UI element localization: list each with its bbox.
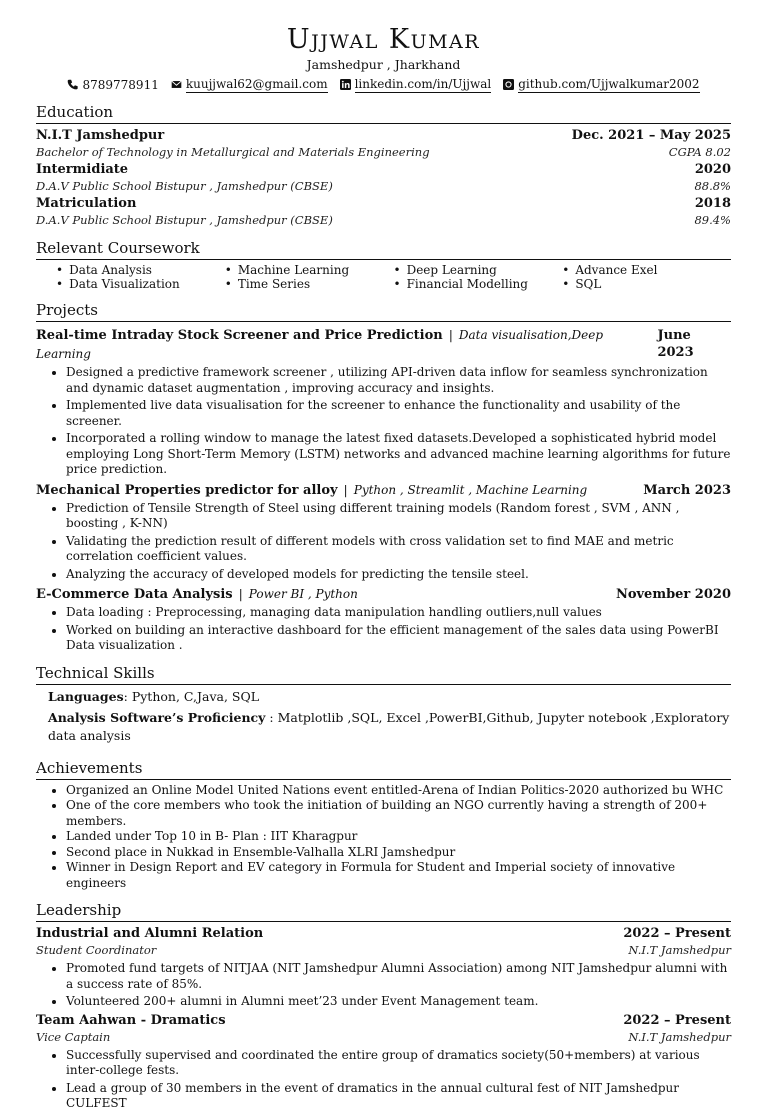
- leadership-bullet: • Successfully supervised and coordinated the entire group of dramatics society(50+members) at various inter-college fests.: [66, 1048, 731, 1079]
- contact-row: [36, 76, 731, 93]
- email-link[interactable]: kuujjwal62@gmail.com: [185, 77, 328, 91]
- phone-contact: [67, 76, 158, 93]
- software-value: : Matplotlib ,SQL, Excel ,PowerBI,Github, Jupyter notebook ,Exploratory data analysis: [48, 709, 730, 743]
- course-item: • Data Analysis: [56, 263, 225, 277]
- leadership-list: [36, 925, 731, 1112]
- leadership-bullet: • Promoted fund targets of NITJAA (NIT Jamshedpur Alumni Association) among NIT Jamshedpur alumni with a success rate of 85%.: [66, 961, 731, 992]
- coursework-list: [36, 263, 731, 291]
- coursework-section: [36, 239, 731, 291]
- education-date: 2020: [694, 162, 731, 177]
- leadership-date: 2022 – Present: [623, 1012, 731, 1028]
- course-item: • Advance Exel: [562, 263, 731, 277]
- course-item: • Data Visualization: [56, 277, 225, 291]
- project-header: [36, 480, 731, 499]
- project-tags: Data visualisation,Deep Learning: [36, 328, 604, 361]
- education-entry-header: [36, 127, 731, 144]
- school-name: N.I.T Jamshedpur: [36, 128, 165, 143]
- project-date: November 2020: [615, 587, 731, 602]
- software-label: Analysis Software’s Proficiency: [48, 709, 266, 725]
- achievement-item: • Winner in Design Report and EV category in Formula for Student and Imperial society of innovative engineers: [66, 860, 731, 891]
- achievements-heading: Achievements: [36, 759, 731, 780]
- project-title-group: [36, 325, 657, 363]
- achievement-item: • Organized an Online Model United Nations event entitled-Arena of Indian Politics-2020 authorized bu WHC: [66, 783, 731, 799]
- education-score: 88.8%: [694, 179, 731, 193]
- leadership-entry-detail: [36, 942, 731, 959]
- degree-name: D.A.V Public School Bistupur , Jamshedpur (CBSE): [36, 213, 333, 227]
- education-entry-header: [36, 195, 731, 212]
- resume-header: [36, 24, 731, 93]
- project-header: [36, 584, 731, 603]
- leadership-role: Vice Captain: [36, 1029, 111, 1044]
- email-contact[interactable]: [171, 76, 328, 93]
- github-link[interactable]: github.com/Ujjwalkumar2002: [518, 77, 700, 91]
- leadership-role: Student Coordinator: [36, 943, 157, 957]
- leadership-bullet: • Lead a group of 30 members in the event of dramatics in the annual cultural fest of NIT Jamshedpur CULFEST: [66, 1081, 731, 1112]
- project-bullet: • Incorporated a rolling window to manage the latest fixed datasets.Developed a sophisticated hybrid model employing Long Short-Term Memory (LSTM) networks and advanced machine learning algorithms for future price prediction.: [66, 431, 731, 478]
- education-list: [36, 127, 731, 229]
- leadership-entry-header: [36, 1012, 731, 1029]
- leadership-entry-header: [36, 925, 731, 942]
- languages-value: : Python, C,Java, SQL: [123, 688, 260, 704]
- leadership-bullet: • Volunteered 200+ alumni in Alumni meet’23 under Event Management team.: [66, 994, 731, 1010]
- course-item: • SQL: [562, 277, 731, 291]
- course-item: • Machine Learning: [225, 263, 394, 277]
- course-item: • Time Series: [225, 277, 394, 291]
- education-date: Dec. 2021 – May 2025: [571, 128, 731, 143]
- github-icon: [503, 79, 514, 90]
- degree-name: D.A.V Public School Bistupur , Jamshedpur (CBSE): [36, 179, 333, 193]
- leadership-place: N.I.T Jamshedpur: [628, 943, 731, 957]
- leadership-bullets: [36, 1048, 731, 1112]
- project-separator: |: [339, 481, 352, 497]
- project-header: [36, 325, 731, 363]
- projects-section: [36, 301, 731, 654]
- education-section: [36, 103, 731, 229]
- software-skill: [36, 709, 731, 745]
- school-name: Matriculation: [36, 196, 137, 211]
- achievement-item: • Second place in Nukkad in Ensemble-Valhalla XLRI Jamshedpur: [66, 845, 731, 861]
- achievement-item: • Landed under Top 10 in B- Plan : IIT Kharagpur: [66, 829, 731, 845]
- project-bullet: • Implemented live data visualisation for the screener to enhance the functionality and usability of the screener.: [66, 398, 731, 429]
- education-entry-detail: [36, 212, 731, 229]
- linkedin-link[interactable]: linkedin.com/in/Ujjwal: [354, 77, 492, 91]
- project-bullet: • Validating the prediction result of different models with cross validation set to find MAE and metric correlation coefficient values.: [66, 534, 731, 565]
- languages-label: Languages: [48, 688, 124, 704]
- project-bullet: • Analyzing the accuracy of developed models for predicting the tensile steel.: [66, 567, 731, 583]
- project-bullet: • Worked on building an interactive dashboard for the efficient management of the sales data using PowerBI Data visualization .: [66, 623, 731, 654]
- project-title-group: [36, 480, 587, 499]
- phone-icon: [67, 79, 78, 90]
- project-name: Mechanical Properties predictor for alloy: [36, 482, 338, 498]
- leadership-heading: Leadership: [36, 901, 731, 922]
- education-score: 89.4%: [694, 213, 731, 227]
- project-tags: Python , Streamlit , Machine Learning: [353, 482, 588, 497]
- project-bullet: • Prediction of Tensile Strength of Steel using different training models (Random forest , SVM , ANN , boosting , K-NN): [66, 501, 731, 532]
- linkedin-contact[interactable]: [340, 76, 492, 93]
- leadership-entry-detail: [36, 1029, 731, 1046]
- course-item: • Financial Modelling: [394, 277, 563, 291]
- linkedin-icon: [340, 79, 351, 90]
- education-date: 2018: [694, 196, 731, 211]
- github-contact[interactable]: [503, 76, 699, 93]
- project-separator: |: [444, 327, 457, 342]
- education-score: CGPA 8.02: [668, 145, 731, 159]
- coursework-heading: Relevant Coursework: [36, 239, 731, 260]
- project-bullets: [36, 501, 731, 583]
- achievement-item: • One of the core members who took the initiation of building an NGO currently having a strength of 200+ members.: [66, 798, 731, 829]
- skills-section: [36, 664, 731, 745]
- education-entry-detail: [36, 178, 731, 195]
- project-tags: Power BI , Python: [248, 587, 358, 601]
- education-heading: Education: [36, 103, 731, 124]
- phone-number: 8789778911: [82, 77, 159, 92]
- candidate-name: Ujjwal Kumar: [286, 24, 481, 55]
- envelope-icon: [171, 79, 182, 90]
- achievements-list: [36, 783, 731, 892]
- candidate-location: Jamshedpur , Jharkhand: [306, 57, 461, 72]
- education-entry-detail: [36, 144, 731, 161]
- skills-heading: Technical Skills: [36, 664, 731, 685]
- resume-page: [36, 24, 731, 1114]
- projects-heading: Projects: [36, 301, 731, 322]
- project-date: June 2023: [657, 328, 694, 360]
- project-name: Real-time Intraday Stock Screener and Price Prediction: [36, 328, 443, 343]
- project-bullets: [36, 605, 731, 654]
- leadership-section: [36, 901, 731, 1112]
- project-name: E-Commerce Data Analysis: [36, 587, 233, 602]
- leadership-date: 2022 – Present: [623, 926, 731, 941]
- leadership-place: N.I.T Jamshedpur: [628, 1029, 731, 1044]
- education-entry-header: [36, 161, 731, 178]
- leadership-org: Team Aahwan - Dramatics: [36, 1012, 226, 1028]
- leadership-org: Industrial and Alumni Relation: [36, 926, 264, 941]
- course-item: • Deep Learning: [394, 263, 563, 277]
- leadership-bullets: [36, 961, 731, 1010]
- achievements-section: [36, 759, 731, 892]
- degree-name: Bachelor of Technology in Metallurgical and Materials Engineering: [36, 145, 430, 159]
- project-bullet: • Designed a predictive framework screener , utilizing API-driven data inflow for seamless synchronization and dynamic dataset augmentation , improving accuracy and insights.: [66, 365, 731, 396]
- projects-list: [36, 325, 731, 654]
- project-separator: |: [234, 586, 247, 601]
- project-bullets: [36, 365, 731, 478]
- project-date: March 2023: [643, 482, 731, 498]
- project-bullet: • Data loading : Preprocessing, managing data manipulation handling outliers,null values: [66, 605, 731, 621]
- school-name: Intermidiate: [36, 162, 129, 177]
- project-title-group: [36, 584, 358, 603]
- languages-skill: [36, 688, 731, 706]
